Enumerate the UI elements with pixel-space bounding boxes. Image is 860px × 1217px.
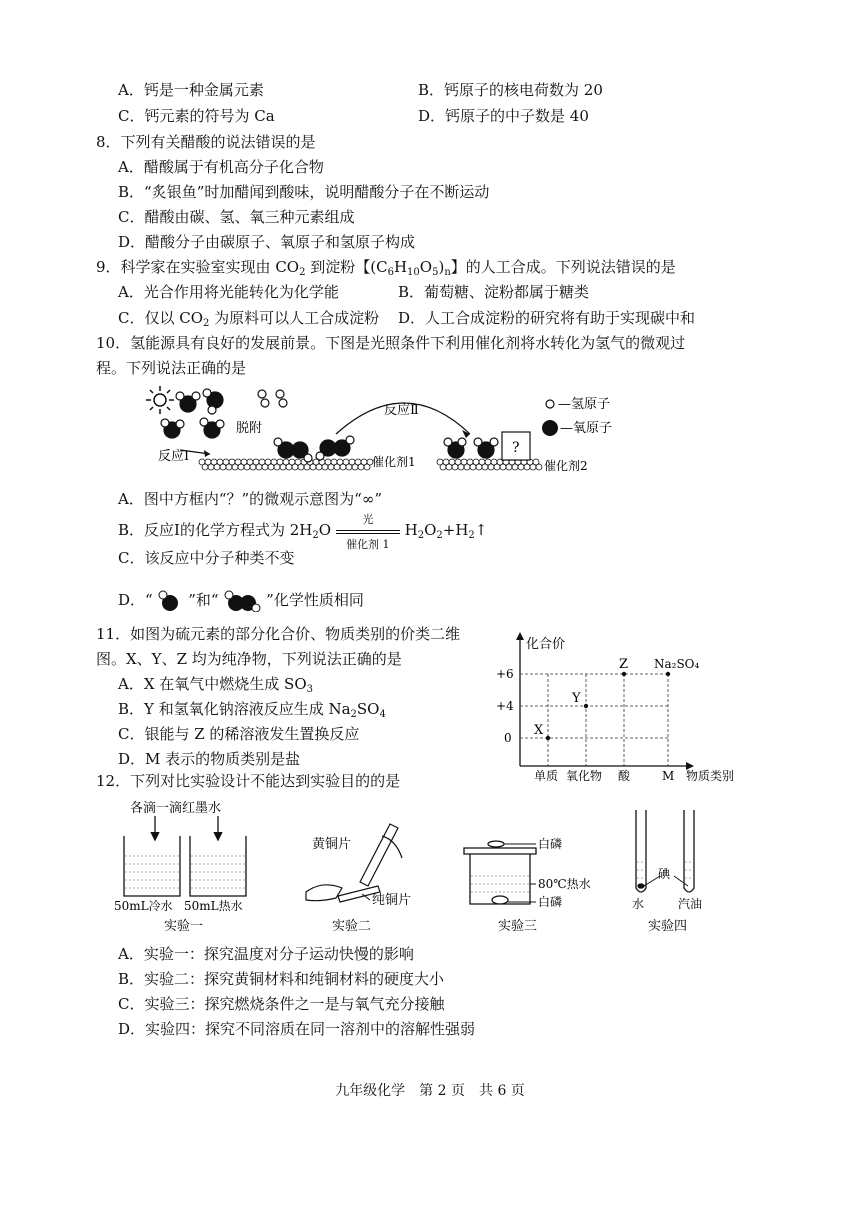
point-na2so4 bbox=[666, 672, 670, 676]
exp3-white-phosphorus-bottom: 白磷 bbox=[538, 895, 563, 909]
point-na2so4-label: Na₂SO₄ bbox=[654, 657, 700, 671]
q12-experiments-figure bbox=[100, 796, 760, 936]
exp1-cold-water: 50mL冷水 bbox=[114, 899, 173, 913]
q10-option-b: B．反应Ⅰ的化学方程式为 $2H_2O$ 光 催化剂 1 $H_2O_2+H_2↑$ bbox=[118, 513, 488, 551]
q8-option-b: B．“炙银鱼”时加醋闻到酸味，说明醋酸分子在不断运动 bbox=[118, 183, 490, 201]
q12-stem: 12．下列对比实验设计不能达到实验目的的是 bbox=[96, 772, 401, 790]
point-x-label: X bbox=[534, 723, 544, 738]
x-tick-acid: 酸 bbox=[618, 769, 631, 783]
exp4-water-label: 水 bbox=[632, 897, 645, 911]
catalyst1-label: 催化剂1 bbox=[372, 455, 416, 469]
q8-option-a: A．醋酸属于有机高分子化合物 bbox=[118, 158, 324, 176]
q10-option-c: C．该反应中分子种类不变 bbox=[118, 549, 295, 567]
q9-option-a: A．光合作用将光能转化为化学能 bbox=[118, 283, 339, 301]
q11-option-d: D．M 表示的物质类别是盐 bbox=[118, 750, 301, 768]
q8-option-d: D．醋酸分子由碳原子、氧原子和氢原子构成 bbox=[118, 233, 416, 251]
point-y bbox=[584, 704, 588, 708]
catalyst2-molecules-icon bbox=[444, 438, 498, 458]
x-tick-oxide: 氧化物 bbox=[566, 769, 603, 783]
hydrogen-molecules-icon bbox=[258, 390, 287, 407]
q8-option-c: C．醋酸由碳、氢、氧三种元素组成 bbox=[118, 208, 355, 226]
y-tick-plus6: +6 bbox=[496, 667, 514, 681]
sun-icon bbox=[146, 386, 174, 414]
point-y-label: Y bbox=[572, 691, 581, 706]
q9-option-d: D．人工合成淀粉的研究将有助于实现碳中和 bbox=[398, 309, 696, 327]
h-atom-legend-icon bbox=[546, 400, 554, 408]
q11-option-b: B．Y 和氢氧化钠溶液反应生成 $Na_2SO_4$ bbox=[118, 700, 386, 720]
catalyst2-surface bbox=[437, 459, 542, 470]
q12-option-a: A．实验一：探究温度对分子运动快慢的影响 bbox=[118, 945, 414, 963]
water-molecule-icon bbox=[157, 590, 183, 612]
q8-stem: 8．下列有关醋酸的说法错误的是 bbox=[96, 133, 316, 151]
y-tick-plus4: +4 bbox=[496, 699, 514, 713]
q10-option-a: A．图中方框内“？”的微观示意图为“∞” bbox=[118, 490, 383, 508]
exp2-name: 实验二 bbox=[332, 919, 372, 934]
exp3-name: 实验三 bbox=[498, 919, 538, 934]
h2o2-molecules-icon bbox=[274, 436, 354, 462]
reaction1-label: 反应Ⅰ bbox=[158, 449, 190, 464]
valence-category-chart bbox=[490, 628, 760, 788]
exp3-hot-water-label: 80℃热水 bbox=[538, 877, 591, 891]
x-tick-m: M bbox=[662, 769, 675, 783]
q11-option-a: A．X 在氧气中燃烧生成 $SO_3$ bbox=[118, 675, 313, 695]
point-z bbox=[622, 672, 626, 676]
q10-option-d: D．“ ”和“ ”化学性质相同 bbox=[118, 590, 364, 612]
exp2-brass-label: 黄铜片 bbox=[312, 837, 352, 852]
catalyst2-label: 催化剂2 bbox=[544, 459, 588, 473]
q12-option-c: C．实验三：探究燃烧条件之一是与氧气充分接触 bbox=[118, 995, 445, 1013]
q10-stem-line2: 程。下列说法正确的是 bbox=[96, 359, 247, 377]
q9-option-c: C．仅以 $CO_2$ 为原料可以人工合成淀粉 bbox=[118, 309, 380, 329]
exp1-name: 实验一 bbox=[164, 919, 204, 934]
q7-option-b: B．钙原子的核电荷数为 20 bbox=[418, 81, 603, 99]
exp2-metal-plates-icon bbox=[306, 824, 402, 902]
exp4-iodine-label: 碘 bbox=[658, 867, 671, 881]
unknown-box-label: ? bbox=[512, 440, 520, 456]
exp1-top-label: 各滴一滴红墨水 bbox=[130, 801, 222, 816]
q10-microscopic-diagram bbox=[140, 384, 640, 480]
reaction2-label: 反应Ⅱ bbox=[384, 403, 419, 418]
q10-stem-line1: 10．氢能源具有良好的发展前景。下图是光照条件下利用催化剂将水转化为氢气的微观过 bbox=[96, 334, 686, 352]
desorb-label: 脱附 bbox=[236, 421, 263, 436]
exp4-gasoline-label: 汽油 bbox=[678, 897, 703, 911]
q12-option-d: D．实验四：探究不同溶质在同一溶剂中的溶解性强弱 bbox=[118, 1020, 476, 1038]
q11-stem-line1: 11．如图为硫元素的部分化合价、物质类别的价类二维 bbox=[96, 625, 461, 643]
q7-option-a: A．钙是一种金属元素 bbox=[118, 81, 264, 99]
exp2-copper-label: 纯铜片 bbox=[372, 893, 412, 908]
q9-stem: 9．科学家在实验室实现由 $CO_2$ 到淀粉【$(C_6H_{10}O_5)_n$】的人工合成。下列说法错误的是 bbox=[96, 258, 676, 278]
point-x bbox=[546, 736, 550, 740]
page-footer: 九年级化学 第 2 页 共 6 页 bbox=[335, 1083, 525, 1099]
point-z-label: Z bbox=[619, 657, 629, 672]
q12-option-b: B．实验二：探究黄铜材料和纯铜材料的硬度大小 bbox=[118, 970, 445, 988]
exp3-white-phosphorus-top: 白磷 bbox=[538, 837, 563, 851]
q9-option-b: B．葡萄糖、淀粉都属于糖类 bbox=[398, 283, 590, 301]
q11-stem-line2: 图。X、Y、Z 均为纯净物，下列说法正确的是 bbox=[96, 650, 402, 668]
exp3-beaker bbox=[464, 841, 536, 904]
h-atom-legend-label: —氢原子 bbox=[558, 397, 611, 412]
y-axis-label: 化合价 bbox=[526, 637, 566, 652]
catalyst1-surface bbox=[199, 459, 373, 470]
o-atom-legend-label: —氧原子 bbox=[560, 421, 613, 436]
o-atom-legend-icon bbox=[542, 420, 558, 436]
exp4-name: 实验四 bbox=[648, 919, 688, 934]
q7-option-c: C．钙元素的符号为 Ca bbox=[118, 107, 275, 125]
y-tick-zero: 0 bbox=[504, 731, 512, 745]
x-axis-label: 物质类别 bbox=[686, 769, 735, 783]
x-tick-element: 单质 bbox=[534, 769, 559, 783]
water-molecules-icon bbox=[161, 389, 224, 438]
q11-option-c: C．银能与 Z 的稀溶液发生置换反应 bbox=[118, 725, 360, 743]
hydrogen-peroxide-molecule-icon bbox=[223, 590, 261, 612]
exp1-hot-water: 50mL热水 bbox=[184, 899, 243, 913]
reaction-condition-arrow: 光 催化剂 1 bbox=[336, 521, 400, 541]
q7-option-d: D．钙原子的中子数是 40 bbox=[418, 107, 589, 125]
